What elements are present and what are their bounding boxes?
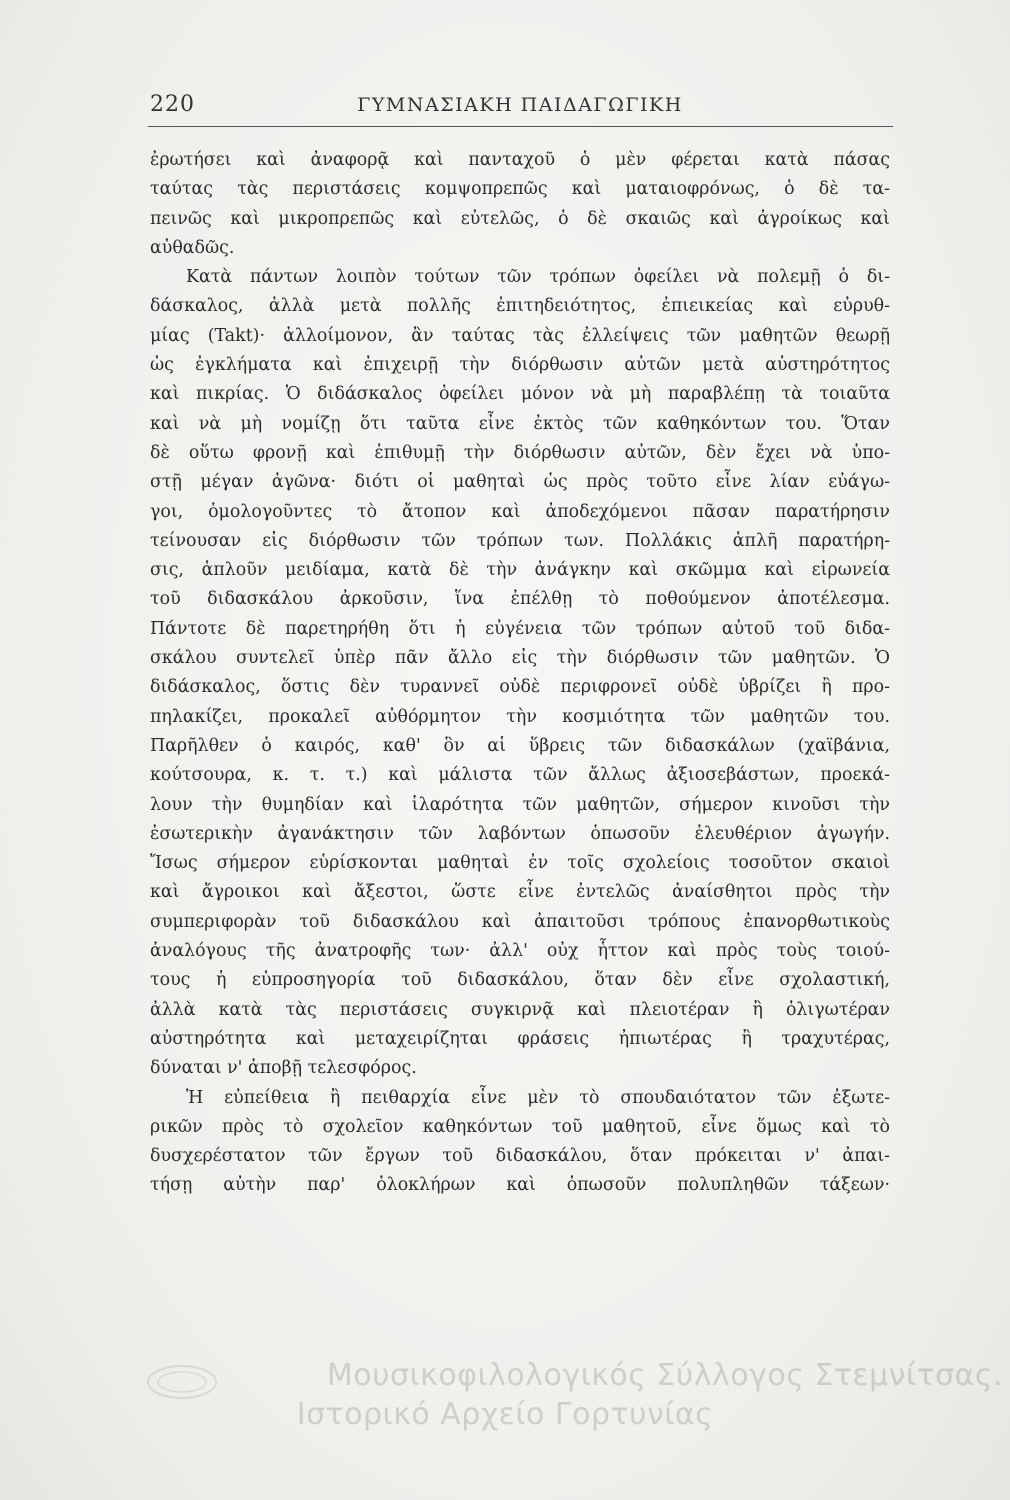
paragraph-start-line: Κατὰ πάντων λοιπὸν τούτων τῶν τρόπων ὀφείλει νὰ πολεμῇ ὁ δι- <box>186 267 890 288</box>
text-line: αὐθαδῶς. <box>150 237 235 258</box>
archive-seal-icon <box>142 1362 292 1402</box>
body-text <box>150 146 890 1201</box>
text-line: τοῦ διδασκάλου ἀρκοῦσιν, ἵνα ἐπέλθῃ τὸ ποθούμενον ἀποτέλεσμα. <box>150 589 890 610</box>
text-line: δάσκαλος, ἀλλὰ μετὰ πολλῆς ἐπιτηδειότητος, ἐπιεικείας καὶ εὐρυθ- <box>150 296 890 317</box>
page-number: 220 <box>150 92 195 117</box>
text-line: στῇ μέγαν ἀγῶνα· διότι οἱ μαθηταὶ ὡς πρὸς τοῦτο εἶνε λίαν εὐάγω- <box>150 472 890 493</box>
text-line: κούτσουρα, κ. τ. τ.) καὶ μάλιστα τῶν ἄλλως ἀξιοσεβάστων, προεκά- <box>150 765 890 786</box>
text-line: τείνουσαν εἰς διόρθωσιν τῶν τρόπων των. Πολλάκις ἁπλῆ παρατήρη- <box>150 530 890 551</box>
paragraph-start-line: Ἡ εὐπείθεια ἢ πειθαρχία εἶνε μὲν τὸ σπουδαιότατον τῶν ἐξωτε- <box>186 1087 890 1108</box>
text-line: πεινῶς καὶ μικροπρεπῶς καὶ εὐτελῶς, ὁ δὲ σκαιῶς καὶ ἀγροίκως καὶ <box>150 208 890 229</box>
text-line: Πάντοτε δὲ παρετηρήθη ὅτι ἡ εὐγένεια τῶν τρόπων αὐτοῦ τοῦ διδα- <box>150 618 890 639</box>
text-line: πηλακίζει, προκαλεῖ αὐθόρμητον τὴν κοσμιότητα τῶν μαθητῶν του. <box>150 706 890 727</box>
text-line: ἀλλὰ κατὰ τὰς περιστάσεις συγκιρνᾷ καὶ πλειοτέραν ἢ ὀλιγωτέραν <box>150 999 890 1020</box>
page-header <box>150 92 890 124</box>
text-line: Παρῆλθεν ὁ καιρός, καθ' ὃν αἱ ὕβρεις τῶν διδασκάλων (χαϊβάνια, <box>150 735 890 756</box>
text-line: σκάλου συντελεῖ ὑπὲρ πᾶν ἄλλο εἰς τὴν διόρθωσιν τῶν μαθητῶν. Ὁ <box>150 648 890 669</box>
text-line: ρικῶν πρὸς τὸ σχολεῖον καθηκόντων τοῦ μαθητοῦ, εἶνε ὅμως καὶ τὸ <box>150 1116 890 1137</box>
text-line: λουν τὴν θυμηδίαν καὶ ἱλαρότητα τῶν μαθητῶν, σήμερον κινοῦσι τὴν <box>150 794 890 815</box>
text-line: γοι, ὁμολογοῦντες τὸ ἄτοπον καὶ ἀποδεχόμενοι πᾶσαν παρατήρησιν <box>150 501 890 522</box>
text-line: ἀναλόγους τῆς ἀνατροφῆς των· ἀλλ' οὐχ ἧττον καὶ πρὸς τοὺς τοιού- <box>150 941 890 962</box>
running-title: ΓΥΜΝΑΣΙΑΚΗ ΠΑΙΔΑΓΩΓΙΚΗ <box>357 94 683 116</box>
text-line: δύναται ν' ἀποβῇ τελεσφόρος. <box>150 1058 417 1079</box>
text-line: διδάσκαλος, ὅστις δὲν τυραννεῖ οὐδὲ περιφρονεῖ οὐδὲ ὑβρίζει ἢ προ- <box>150 677 890 698</box>
text-line: δυσχερέστατον τῶν ἔργων τοῦ διδασκάλου, ὅταν πρόκειται ν' ἀπαι- <box>150 1146 890 1167</box>
text-line: ταύτας τὰς περιστάσεις κομψοπρεπῶς καὶ ματαιοφρόνως, ὁ δὲ τα- <box>150 179 890 200</box>
header-rule <box>148 126 893 127</box>
watermark-line-1: Μουσικοφιλολογικός Σύλλογος Στεμνίτσας. <box>326 1358 1004 1393</box>
text-line: ἐρωτήσει καὶ ἀναφορᾷ καὶ πανταχοῦ ὁ μὲν φέρεται κατὰ πάσας <box>150 150 890 170</box>
text-line: καὶ πικρίας. Ὁ διδάσκαλος ὀφείλει μόνον νὰ μὴ παραβλέπῃ τὰ τοιαῦτα <box>150 384 890 405</box>
text-line: σις, ἁπλοῦν μειδίαμα, κατὰ δὲ τὴν ἀνάγκην καὶ σκῶμμα καὶ εἰρωνεία <box>150 560 890 581</box>
text-line: τους ἡ εὐπροσηγορία τοῦ διδασκάλου, ὅταν δὲν εἶνε σχολαστική, <box>150 970 890 991</box>
watermark-line-2: Ιστορικό Αρχείο Γορτυνίας <box>296 1397 714 1432</box>
text-line: αὐστηρότητα καὶ μεταχειρίζηται φράσεις ἠπιωτέρας ἢ τραχυτέρας, <box>150 1028 890 1049</box>
text-line: τήσῃ αὐτὴν παρ' ὁλοκλήρων καὶ ὁπωσοῦν πολυπληθῶν τάξεων· <box>150 1175 890 1196</box>
text-line: μίας (Takt)· ἀλλοίμονον, ἂν ταύτας τὰς ἐλλείψεις τῶν μαθητῶν θεωρῇ <box>150 325 890 346</box>
text-line: καὶ ἄγροικοι καὶ ἄξεστοι, ὥστε εἶνε ἐντελῶς ἀναίσθητοι πρὸς τὴν <box>150 882 890 903</box>
text-line: ὡς ἐγκλήματα καὶ ἐπιχειρῇ τὴν διόρθωσιν αὐτῶν μετὰ αὐστηρότητος <box>150 355 890 376</box>
text-line: συμπεριφορὰν τοῦ διδασκάλου καὶ ἀπαιτοῦσι τρόπους ἐπανορθωτικοὺς <box>150 911 890 932</box>
text-line: δὲ οὕτω φρονῇ καὶ ἐπιθυμῇ τὴν διόρθωσιν αὐτῶν, δὲν ἔχει νὰ ὑπο- <box>150 442 890 463</box>
text-line: καὶ νὰ μὴ νομίζῃ ὅτι ταῦτα εἶνε ἐκτὸς τῶν καθηκόντων του. Ὅταν <box>150 413 890 434</box>
text-line: Ἴσως σήμερον εὑρίσκονται μαθηταὶ ἐν τοῖς σχολείοις τοσοῦτον σκαιοὶ <box>150 853 890 874</box>
text-line: ἐσωτερικὴν ἀγανάκτησιν τῶν λαβόντων ὁπωσοῦν ἐλευθέριον ἀγωγήν. <box>150 823 890 844</box>
